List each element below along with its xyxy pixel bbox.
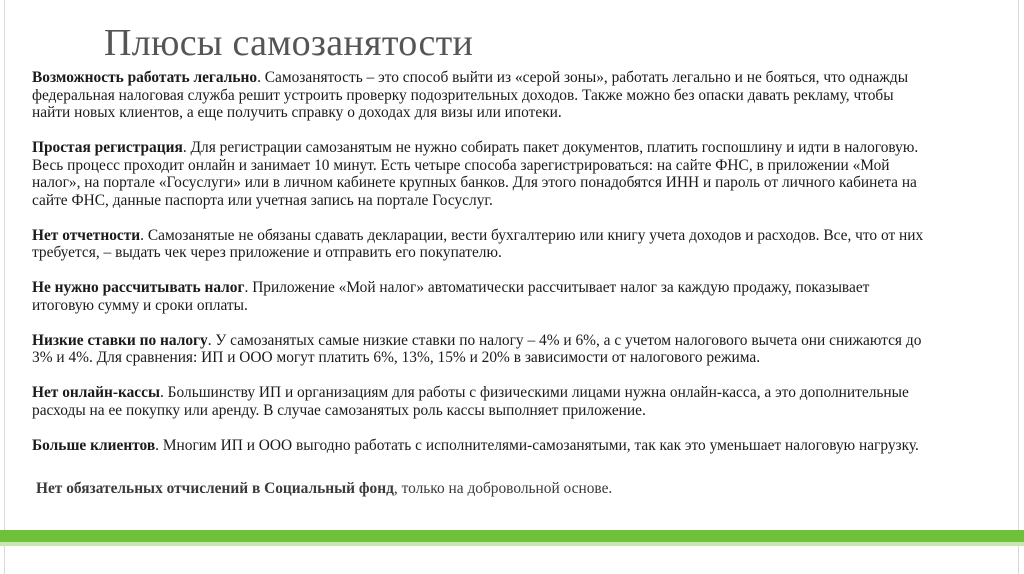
paragraph-simple-registration	[32, 139, 932, 209]
paragraph-no-tax-calculation	[32, 279, 932, 314]
slide-right-border	[1018, 0, 1019, 574]
paragraph-text: . Для регистрации самозанятым не нужно собирать пакет документов, платить госпошлину и идти в налоговую. Весь процесс проходит онлайн и занимает 10 минут. Есть четыре способа зарегистрироваться: на сайте ФНС, в приложении «Мой налог», на портале «Госуслуги» или в личном кабинете крупных банков. Для этого понадобятся ИНН и пароль от личного кабинета на сайте ФНС, данные паспорта или учетная запись на портале Госуслуг.	[32, 139, 919, 209]
paragraph-no-reporting	[32, 227, 932, 262]
paragraph-lead: Простая регистрация	[32, 139, 183, 156]
paragraph-no-social-fund	[36, 480, 612, 498]
paragraph-lead: Нет онлайн-кассы	[32, 384, 160, 401]
paragraph-text: . Приложение «Мой налог» автоматически рассчитывает налог за каждую продажу, показывает итоговую сумму и сроки оплаты.	[32, 279, 870, 314]
paragraph-text: . Самозанятость – это способ выйти из «серой зоны», работать легально и не бояться, что однажды федеральная налоговая служба решит устроить проверку подозрительных доходов. Также можно без опаски давать рекламу, чтобы найти новых клиентов, а еще получить справку о доходах для визы или ипотеки.	[32, 69, 909, 121]
footer-accent-bar	[0, 530, 1024, 542]
paragraph-low-tax-rates	[32, 332, 932, 367]
slide-title: Плюсы самозанятости	[104, 22, 474, 64]
paragraph-more-clients	[32, 437, 932, 455]
slide-body	[32, 69, 932, 472]
paragraph-lead: Больше клиентов	[32, 436, 156, 454]
paragraph-lead: Нет отчетности	[32, 226, 141, 244]
paragraph-text: . У самозанятых самые низкие ставки по налогу – 4% и 6%, а с учетом налогового вычета они снижаются до 3% и 4%. Для сравнения: ИП и ООО могут платить 6%, 13%, 15% и 20% в зависимости от налогового режима.	[32, 331, 922, 366]
slide-left-border	[4, 0, 5, 574]
paragraph-legal-work	[32, 69, 932, 122]
footer-accent-bar-light	[0, 542, 1024, 546]
paragraph-text: . Большинству ИП и организациям для работы с физическими лицами нужна онлайн-касса, а это дополнительные расходы на ее покупку или аренду. В случае самозанятых роль кассы выполняет приложение.	[32, 384, 909, 419]
paragraph-lead: Низкие ставки по налогу	[32, 331, 208, 349]
paragraph-lead: Не нужно рассчитывать налог	[32, 279, 245, 296]
paragraph-no-online-cashbox	[32, 384, 932, 419]
paragraph-lead: Возможность работать легально	[32, 69, 258, 86]
paragraph-text: . Самозанятые не обязаны сдавать декларации, вести бухгалтерию или книгу учета доходов и расходов. Все, что от них требуется, – выдать чек через приложение и отправить его покупателю.	[32, 226, 924, 261]
paragraph-text: . Многим ИП и ООО выгодно работать с исполнителями-самозанятыми, так как это уменьшает налоговую нагрузку.	[155, 436, 919, 454]
paragraph-text: , только на добровольной основе.	[393, 480, 613, 497]
paragraph-lead: Нет обязательных отчислений в Социальный фонд	[36, 480, 394, 497]
